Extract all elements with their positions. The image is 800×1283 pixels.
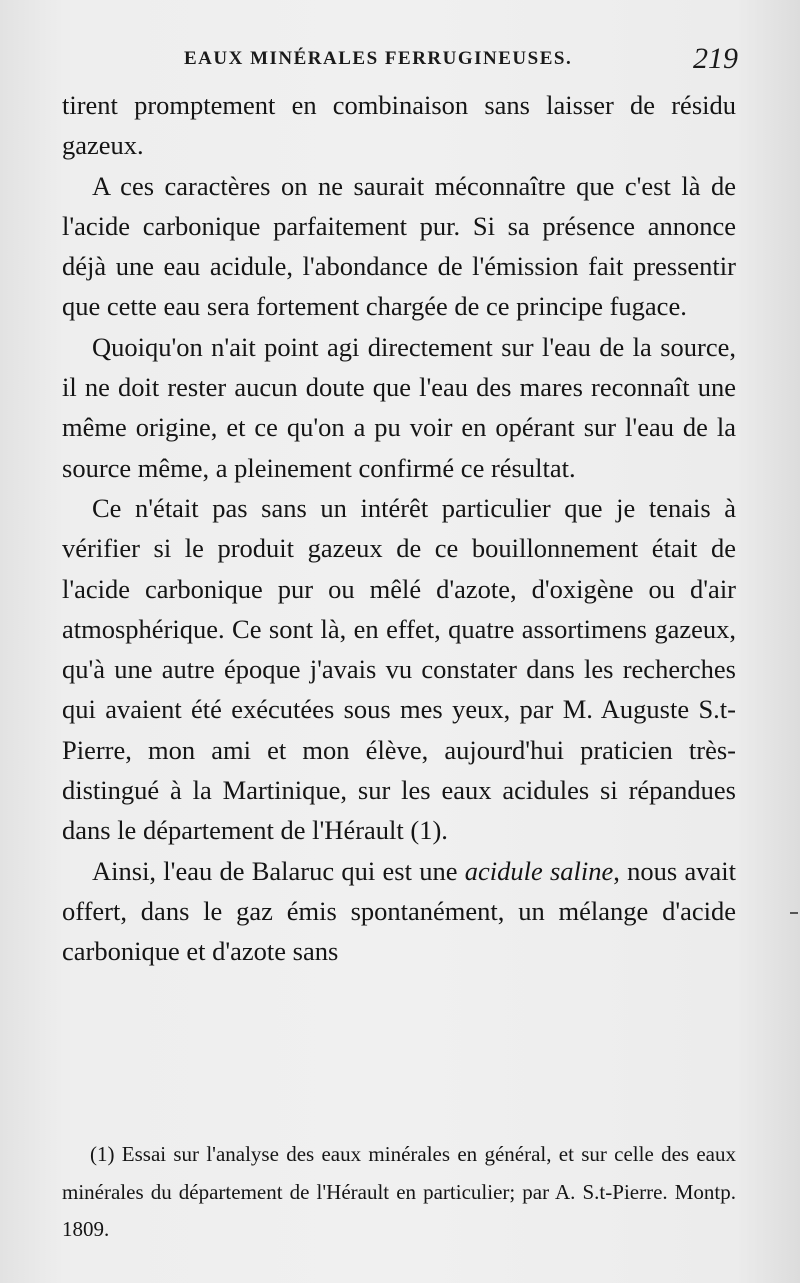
- paragraph-1: tirent promptement en combinaison sans laisser de résidu gazeux.: [62, 90, 736, 161]
- body-text: [62, 85, 736, 972]
- paragraph-5-start: Ainsi, l'eau de Balaruc qui est une: [92, 855, 465, 886]
- italic-term: acidule saline: [464, 855, 614, 886]
- paragraph-2: A ces caractères on ne saurait méconnaître que c'est là de l'acide carbonique parfaitement pur. Si sa présence annonce déjà une eau acidule, l'abondance de l'émission fait pressentir que cette eau sera fortement chargée de ce principe fugace.: [62, 170, 736, 322]
- paragraph-5: [62, 851, 736, 972]
- page-number: 219: [693, 42, 738, 75]
- paragraph-5-end: , nous avait offert, dans le gaz émis spontanément, un mélange d'acide carbonique et d'azote sans: [62, 855, 736, 967]
- paragraph-4: Ce n'était pas sans un intérêt particulier que je tenais à vérifier si le produit gazeux de ce bouillonnement était de l'acide carbonique pur ou mêlé d'azote, d'oxigène ou d'air atmosphérique. Ce sont là, en effet, quatre assortimens gazeux, qu'à une autre époque j'avais vu constater dans les recherches qui avaient été exécutées sous mes yeux, par M. Auguste S.t-Pierre, mon ami et mon élève, aujourd'hui praticien très-distingué à la Martinique, sur les eaux acidules si répandues dans le département de l'Hérault (1).: [62, 492, 736, 846]
- running-head: [60, 38, 740, 78]
- paragraph-3: Quoiqu'on n'ait point agi directement sur l'eau de la source, il ne doit rester aucun doute que l'eau des mares reconnaît une même origine, et ce qu'on a pu voir en opérant sur l'eau de la source même, a pleinement confirmé ce résultat.: [62, 331, 736, 483]
- page-edge-mark: [790, 912, 798, 914]
- footnote: [62, 1136, 736, 1249]
- running-title: EAUX MINÉRALES FERRUGINEUSES.: [184, 48, 573, 69]
- footnote-text: (1) Essai sur l'analyse des eaux minérales en général, et sur celle des eaux minérales du département de l'Hérault en particulier; par A. S.t-Pierre. Montp. 1809.: [62, 1142, 736, 1241]
